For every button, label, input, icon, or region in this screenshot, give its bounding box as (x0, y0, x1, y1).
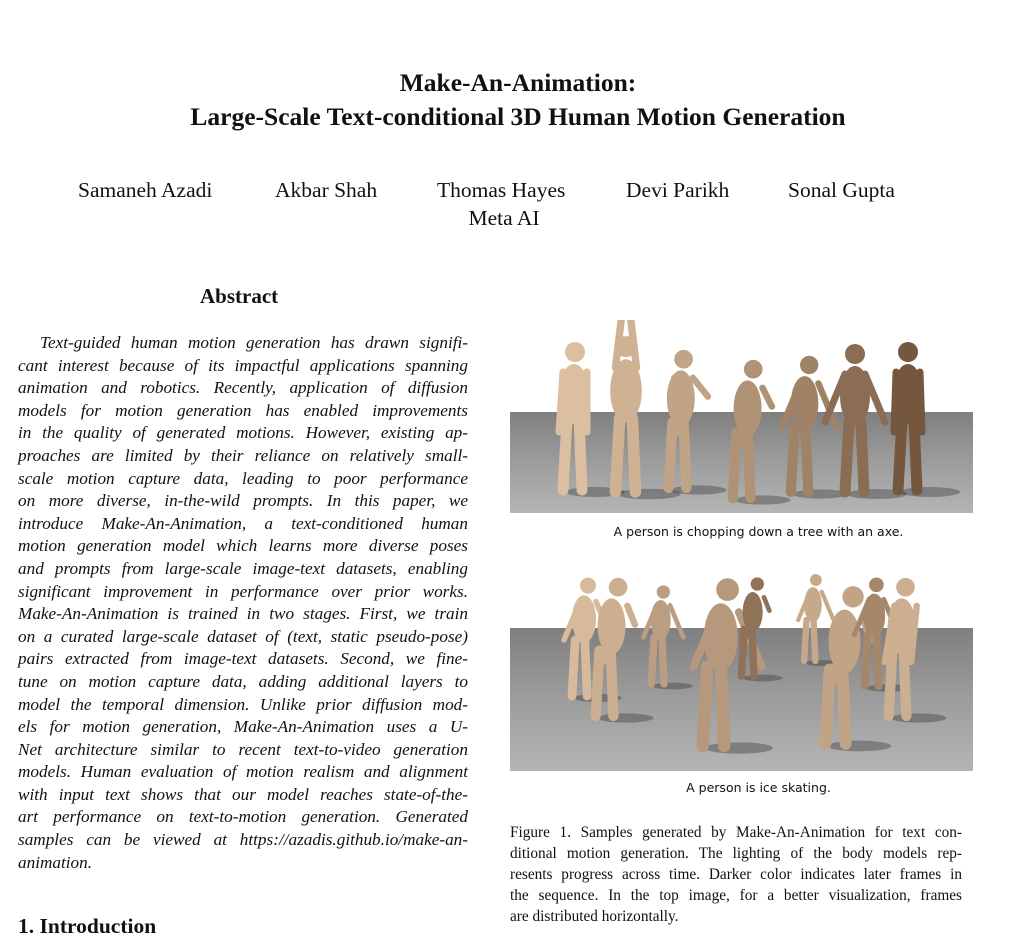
author-name: Devi Parikh (626, 178, 730, 202)
abstract-line: on a curated large-scale dataset of (text, static pseudo-pose) (18, 626, 468, 646)
author-name: Akbar Shah (275, 178, 378, 202)
figure-image-ice-skating (510, 566, 973, 771)
author-name: Thomas Hayes (437, 178, 566, 202)
figure-caption-line: resents progress across time. Darker color indicates later frames in (510, 866, 962, 883)
paper-title (0, 66, 1036, 134)
human-figure (643, 585, 692, 689)
figure-subcaption-bottom: A person is ice skating. (686, 780, 831, 795)
figure-caption-line: Figure 1. Samples generated by Make-An-Animation for text con- (510, 824, 962, 841)
abstract-line: on more diverse, in-the-wild prompts. In this paper, we (18, 491, 468, 511)
abstract-line: introduce Make-An-Animation, a text-conditioned human (18, 513, 468, 533)
abstract-line: tune on motion capture data, adding additional layers to (18, 671, 468, 691)
abstract-line: Net architecture similar to recent text-to-video generation (18, 739, 468, 759)
abstract-line: significant improvement in performance over prior works. (18, 581, 468, 601)
abstract-line: and prompts from large-scale image-text datasets, enabling (18, 558, 468, 578)
author-name: Samaneh Azadi (78, 178, 213, 202)
author-name: Sonal Gupta (788, 178, 895, 202)
abstract-line: animation. (18, 852, 93, 872)
abstract-line: scale motion capture data, leading to poor performance (18, 468, 468, 488)
abstract-line: models. Human evaluation of motion realism and alignment (18, 762, 468, 782)
abstract-line: pairs extracted from image-text datasets. Second, we fine- (18, 649, 468, 669)
abstract-heading: Abstract (200, 284, 279, 308)
human-figure (733, 360, 791, 505)
abstract-line: models for motion generation has enabled improvements (18, 400, 468, 420)
abstract-line: art performance on text-to-motion generation. Generated (18, 807, 468, 827)
abstract-line: samples can be viewed at https://azadis.github.io/make-an- (18, 830, 468, 850)
section-heading-introduction: 1. Introduction (18, 914, 157, 938)
abstract-line: Text-guided human motion generation has drawn signifi- (40, 333, 468, 352)
human-figure (782, 356, 848, 499)
figure-caption (510, 822, 962, 927)
abstract-line: model the temporal dimension. Unlike prior diffusion mod- (18, 694, 468, 714)
affiliation: Meta AI (468, 206, 540, 230)
figure-caption-line: the sequence. In the top image, for a better visualization, frames (510, 887, 962, 904)
figure-image-chopping (510, 320, 973, 513)
human-motion-render-chopping (510, 320, 973, 513)
figure-subcaption-top: A person is chopping down a tree with an axe. (613, 524, 904, 539)
abstract-line: animation and robotics. Recently, application of diffusion (18, 378, 468, 398)
human-motion-render-ice-skating (510, 566, 973, 771)
figure-caption-line: ditional motion generation. The lighting of the body models rep- (510, 845, 962, 862)
abstract-line: in the quality of generated motions. However, existing ap- (18, 423, 468, 443)
abstract-line: els for motion generation, Make-An-Animation uses a U- (18, 717, 468, 737)
abstract-line: motion generation model which learns more diverse poses (18, 536, 468, 556)
abstract-body (18, 332, 468, 874)
abstract-line: Make-An-Animation is trained in two stages. First, we train (18, 604, 468, 624)
paper-title-line-1: Make-An-Animation: (399, 68, 637, 97)
author-list (0, 178, 1036, 206)
paper-title-line-2: Large-Scale Text-conditional 3D Human Motion Generation (190, 102, 846, 131)
figure-caption-line: are distributed horizontally. (510, 908, 679, 925)
human-figure (893, 342, 960, 497)
abstract-line: cant interest because of its impactful applications spanning (18, 355, 468, 375)
human-figure (667, 350, 727, 495)
abstract-line: proaches are limited by their reliance on relatively small- (18, 445, 468, 465)
human-figure (885, 578, 947, 723)
abstract-line: with input text shows that our model reaches state-of-the- (18, 784, 468, 804)
